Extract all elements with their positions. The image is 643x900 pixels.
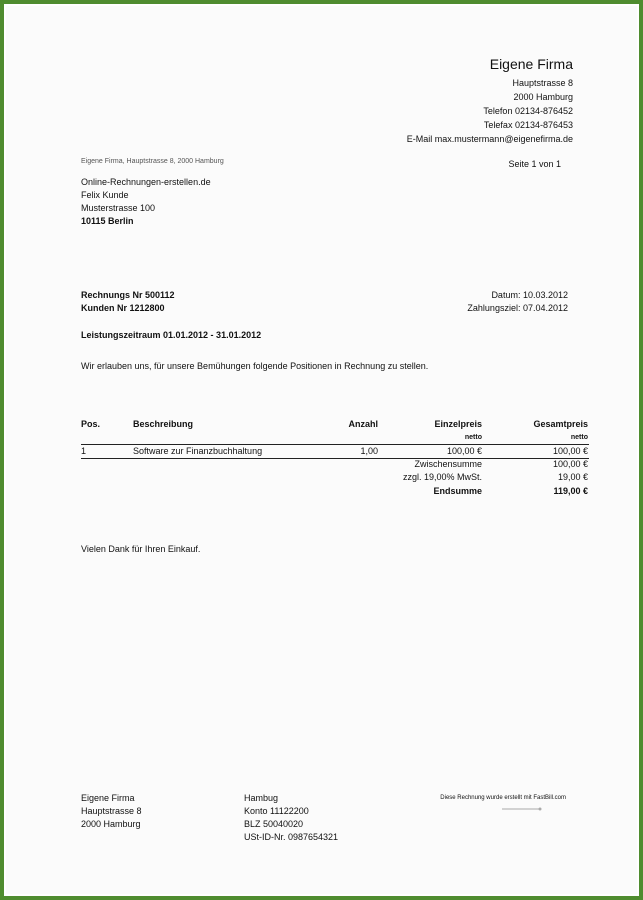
company-phone: Telefon 02134-876452 [483,106,573,116]
row-total-price: 100,00 € [552,446,588,456]
col-header-total-price: Gesamtpreis [533,419,588,429]
creator-logo-icon [496,806,546,814]
page-number: Seite 1 von 1 [508,159,561,169]
logo-graphic [496,806,546,812]
footer-company-city: 2000 Hamburg [81,819,141,829]
recipient-company: Online-Rechnungen-erstellen.de [81,177,211,187]
service-period: Leistungszeitraum 01.01.2012 - 31.01.2012 [81,330,262,340]
company-fax: Telefax 02134-876453 [483,120,573,130]
col-header-description: Beschreibung [133,419,194,429]
row-description: Software zur Finanzbuchhaltung [133,446,263,456]
sender-line: Eigene Firma, Hauptstrasse 8, 2000 Hamburg [81,158,224,165]
col-subheader-total-net: netto [570,434,588,441]
recipient-street: Musterstrasse 100 [81,203,156,213]
subtotal-label: Zwischensumme [414,459,482,469]
creator-note: Diese Rechnung wurde erstellt mit FastBill.com [440,795,566,801]
table-header-rule [81,444,589,445]
payment-due: Zahlungsziel: 07.04.2012 [467,303,568,313]
tax-label: zzgl. 19,00% MwSt. [402,472,482,482]
col-header-quantity: Anzahl [348,419,378,429]
recipient-name: Felix Kunde [81,190,129,200]
recipient-city: 10115 Berlin [81,216,134,226]
footer-blz: BLZ 50040020 [244,819,304,829]
footer-vat-id: USt-ID-Nr. 0987654321 [244,832,339,842]
invoice-page [6,6,637,894]
grand-total-label: Endsumme [433,486,482,496]
subtotal-value: 100,00 € [552,459,588,469]
row-quantity: 1,00 [360,446,378,456]
grand-total-value: 119,00 € [553,486,588,496]
intro-text: Wir erlauben uns, für unsere Bemühungen folgende Positionen in Rechnung zu stellen. [81,361,429,371]
thanks-text: Vielen Dank für Ihren Einkauf. [81,544,201,554]
col-header-unit-price: Einzelpreis [434,419,482,429]
footer-account: Konto 11122200 [244,806,309,816]
invoice-date: Datum: 10.03.2012 [491,290,568,300]
tax-value: 19,00 € [557,472,588,482]
company-street: Hauptstrasse 8 [512,78,573,88]
footer-company-street: Hauptstrasse 8 [81,806,142,816]
row-pos: 1 [81,446,87,456]
footer-bank-city: Hambug [244,793,279,803]
company-email: E-Mail max.mustermann@eigenefirma.de [406,134,573,144]
company-city: 2000 Hamburg [513,92,573,102]
customer-number: Kunden Nr 1212800 [81,303,165,313]
invoice-number: Rechnungs Nr 500112 [81,290,175,300]
col-header-pos: Pos. [81,419,101,429]
row-unit-price: 100,00 € [446,446,482,456]
company-name: Eigene Firma [489,56,573,72]
col-subheader-unit-net: netto [464,434,482,441]
footer-company-name: Eigene Firma [81,793,135,803]
